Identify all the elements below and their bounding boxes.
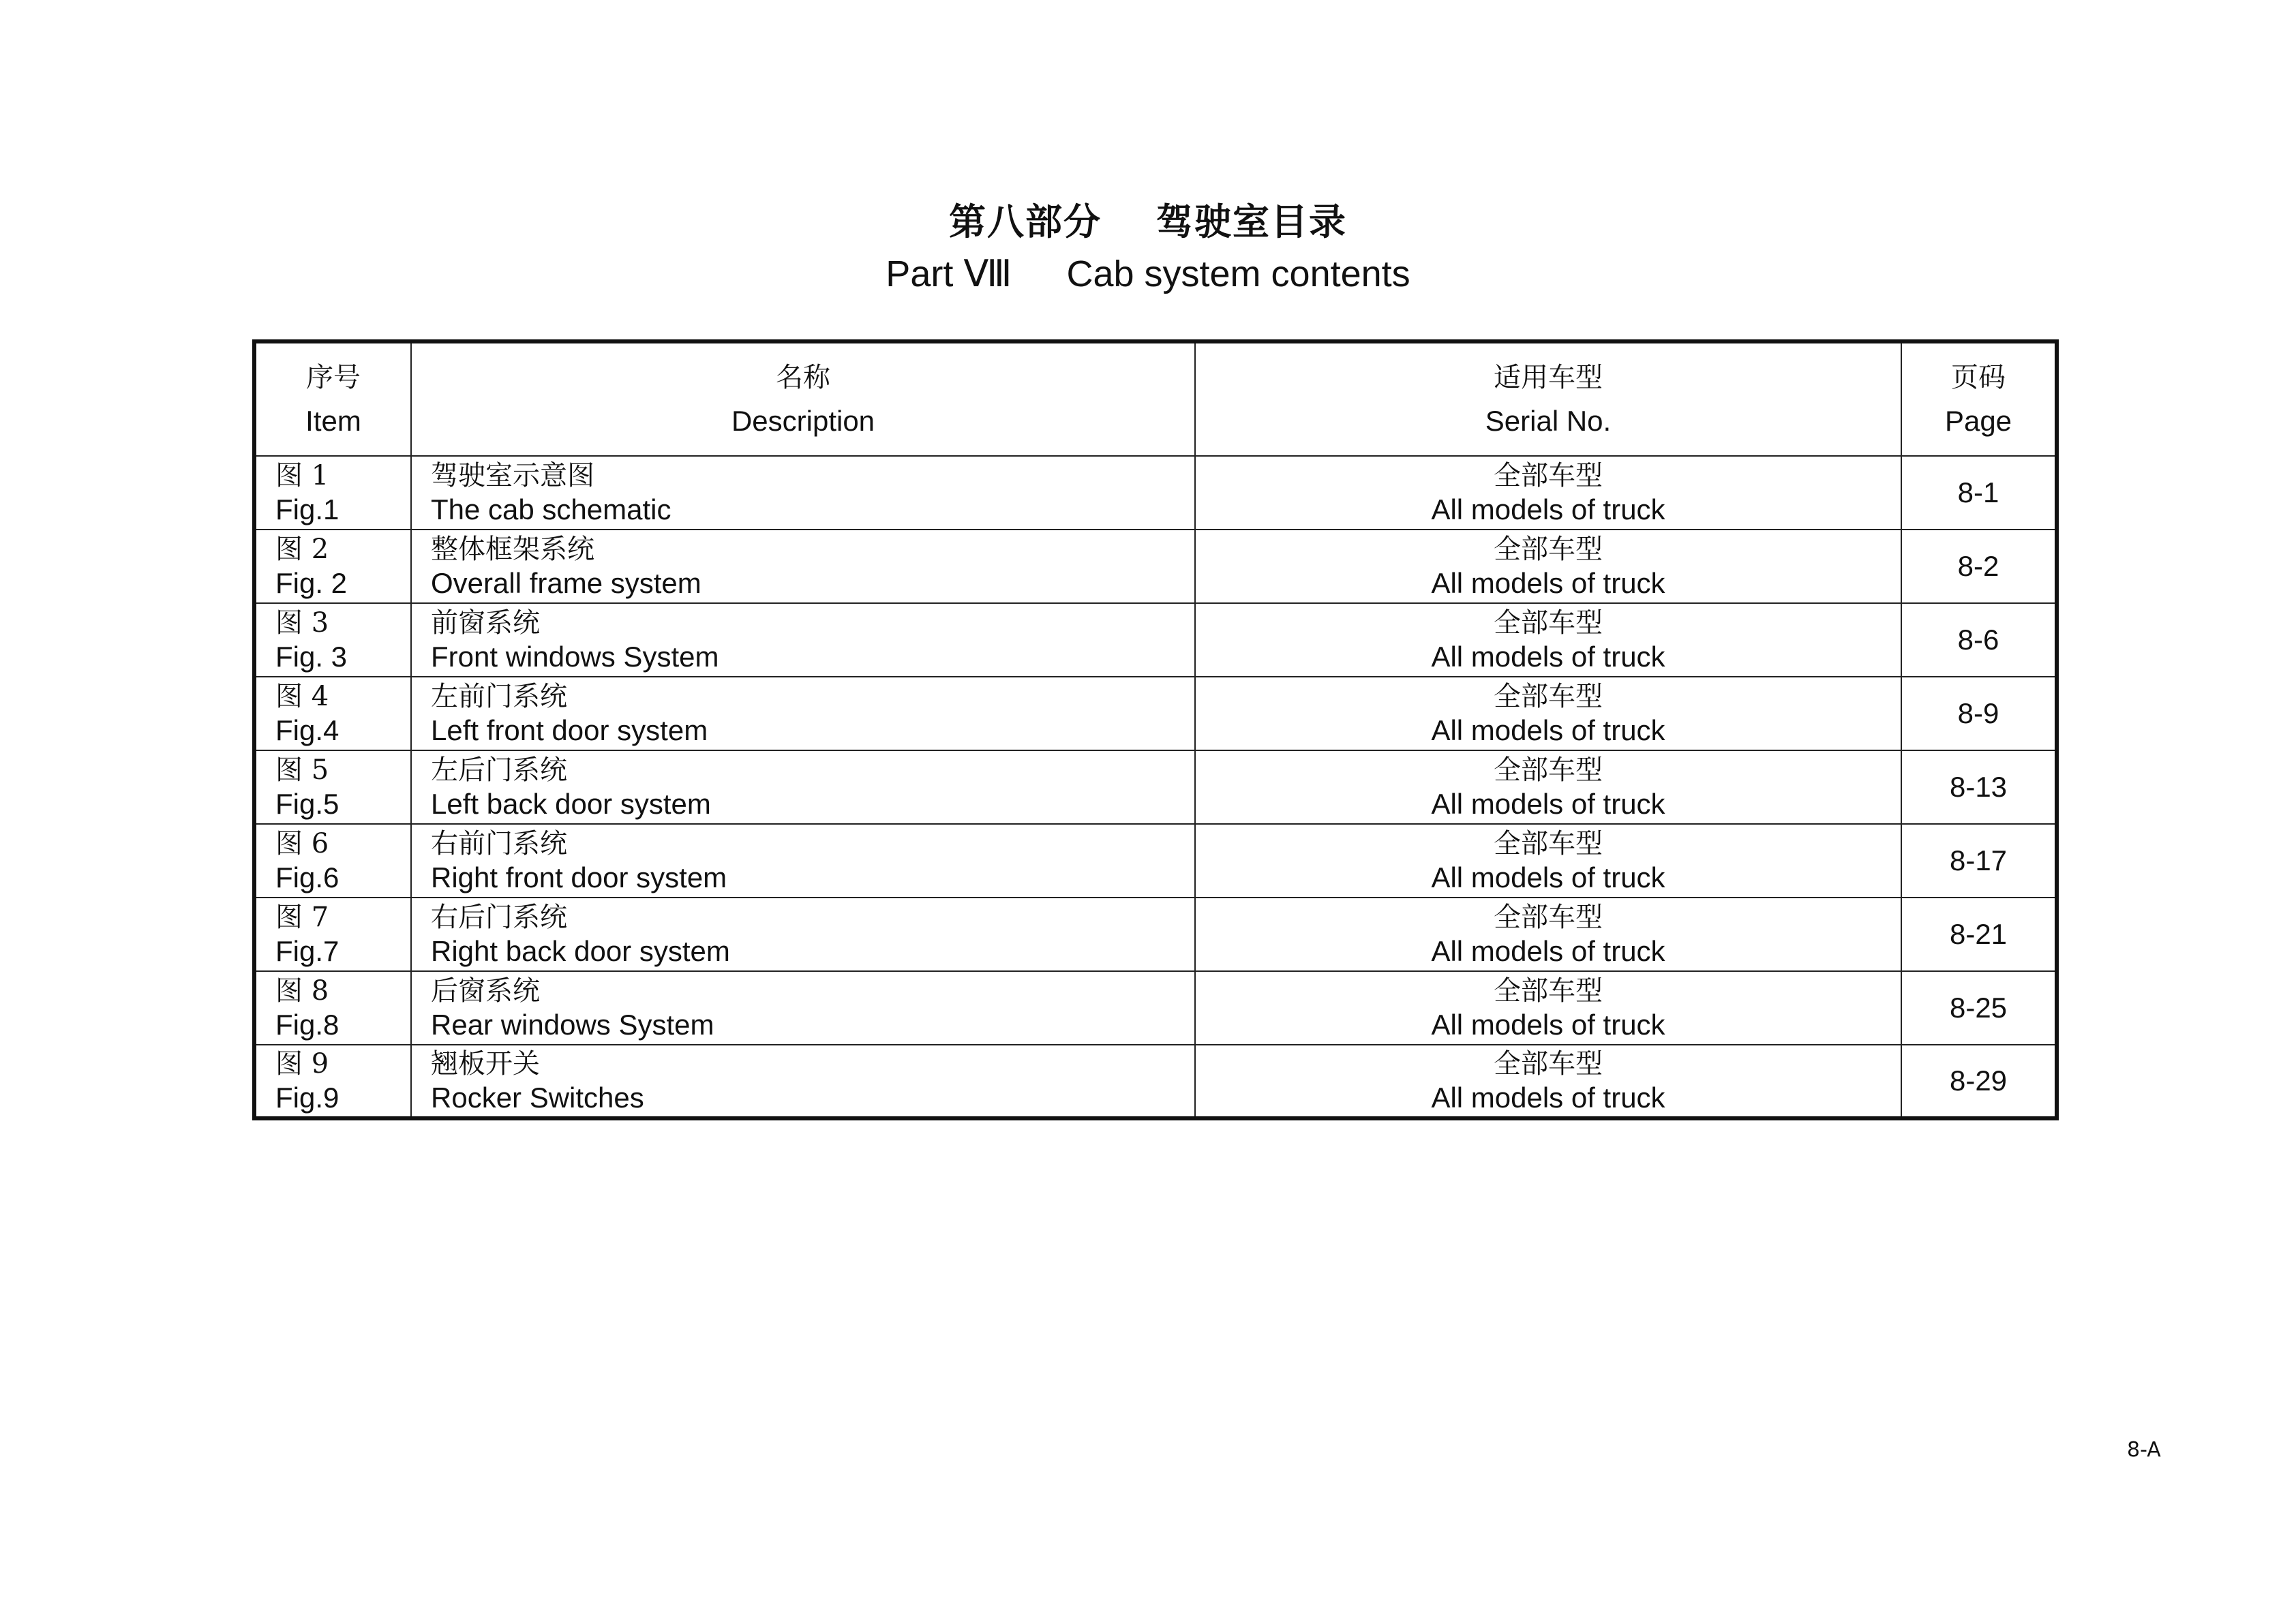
desc-en: Overall frame system (431, 567, 701, 599)
header-page-cn: 页码 (1951, 362, 2006, 393)
desc-en: Rear windows System (431, 1009, 714, 1041)
item-en: Fig.4 (275, 714, 339, 746)
title-chinese (0, 196, 2296, 248)
serial-cell (1195, 750, 1901, 824)
page-cell: 8-17 (1901, 824, 2057, 898)
serial-cell (1195, 530, 1901, 603)
header-item-cn: 序号 (306, 362, 361, 393)
page-cell: 8-13 (1901, 750, 2057, 824)
description-cell (411, 677, 1195, 750)
title-en-name: Cab system contents (1066, 254, 1410, 294)
serial-cn: 全部车型 (1494, 975, 1603, 1007)
title-cn-name: 驾驶室目录 (1156, 200, 1347, 243)
header-serial (1195, 341, 1901, 456)
description-cell (411, 603, 1195, 677)
table-row (254, 824, 2057, 898)
header-page-en: Page (1944, 405, 2012, 437)
page-cell: 8-25 (1901, 971, 2057, 1045)
item-cn: 图 7 (275, 902, 329, 933)
desc-en: Front windows System (431, 641, 719, 673)
item-en: Fig.6 (275, 861, 339, 893)
item-cell (254, 750, 411, 824)
page-cell: 8-2 (1901, 530, 2057, 603)
desc-en: Right front door system (431, 861, 727, 893)
header-item (254, 341, 411, 456)
item-cn: 图 1 (275, 460, 329, 491)
item-cell (254, 603, 411, 677)
description-cell (411, 456, 1195, 530)
description-cell (411, 750, 1195, 824)
desc-en: Left front door system (431, 714, 708, 746)
table-row (254, 456, 2057, 530)
serial-cn: 全部车型 (1494, 460, 1603, 491)
contents-table (252, 339, 2059, 1120)
page-cell: 8-9 (1901, 677, 2057, 750)
page-title-block (0, 196, 2296, 300)
serial-cell (1195, 456, 1901, 530)
desc-cn: 左后门系统 (431, 754, 567, 786)
item-cn: 图 6 (275, 828, 329, 859)
table-row (254, 971, 2057, 1045)
header-item-en: Item (305, 405, 361, 437)
header-description (411, 341, 1195, 456)
serial-cn: 全部车型 (1494, 902, 1603, 933)
desc-cn: 左前门系统 (431, 681, 567, 712)
item-cell (254, 898, 411, 971)
serial-cn: 全部车型 (1494, 754, 1603, 786)
item-cell (254, 1045, 411, 1118)
item-cn: 图 8 (275, 975, 329, 1007)
serial-cn: 全部车型 (1494, 828, 1603, 859)
serial-cell (1195, 1045, 1901, 1118)
item-cn: 图 4 (275, 681, 329, 712)
item-en: Fig.1 (275, 493, 339, 525)
table-row (254, 1045, 2057, 1118)
footer-page-number: 8-A (2127, 1438, 2161, 1462)
description-cell (411, 1045, 1195, 1118)
item-en: Fig.7 (275, 935, 339, 967)
serial-cn: 全部车型 (1494, 534, 1603, 565)
serial-cn: 全部车型 (1494, 1048, 1603, 1080)
serial-en: All models of truck (1431, 935, 1665, 967)
description-cell (411, 971, 1195, 1045)
title-english (0, 248, 2296, 300)
page-cell: 8-21 (1901, 898, 2057, 971)
item-cell (254, 530, 411, 603)
table-header-row (254, 341, 2057, 456)
serial-cn: 全部车型 (1494, 607, 1603, 639)
serial-en: All models of truck (1431, 1082, 1665, 1114)
page-cell: 8-1 (1901, 456, 2057, 530)
serial-cell (1195, 677, 1901, 750)
serial-en: All models of truck (1431, 714, 1665, 746)
item-cn: 图 9 (275, 1048, 329, 1080)
item-cell (254, 824, 411, 898)
desc-cn: 后窗系统 (431, 975, 540, 1007)
desc-en: Right back door system (431, 935, 730, 967)
serial-cell (1195, 898, 1901, 971)
item-en: Fig.9 (275, 1082, 339, 1114)
header-page (1901, 341, 2057, 456)
table-row (254, 898, 2057, 971)
item-en: Fig.5 (275, 788, 339, 820)
description-cell (411, 824, 1195, 898)
item-cn: 图 5 (275, 754, 329, 786)
table-row (254, 603, 2057, 677)
serial-cell (1195, 971, 1901, 1045)
header-desc-cn: 名称 (776, 362, 830, 393)
serial-cell (1195, 603, 1901, 677)
desc-cn: 整体框架系统 (431, 534, 594, 565)
desc-cn: 驾驶室示意图 (431, 460, 594, 491)
item-cn: 图 3 (275, 607, 329, 639)
desc-en: The cab schematic (431, 493, 671, 525)
table-row (254, 530, 2057, 603)
table-row (254, 750, 2057, 824)
item-en: Fig. 3 (275, 641, 348, 673)
header-serial-en: Serial No. (1485, 405, 1612, 437)
item-cell (254, 971, 411, 1045)
desc-cn: 翘板开关 (431, 1048, 540, 1080)
description-cell (411, 898, 1195, 971)
page-cell: 8-6 (1901, 603, 2057, 677)
serial-cell (1195, 824, 1901, 898)
header-desc-en: Description (731, 405, 875, 437)
table-row (254, 677, 2057, 750)
serial-en: All models of truck (1431, 788, 1665, 820)
serial-cn: 全部车型 (1494, 681, 1603, 712)
desc-cn: 右后门系统 (431, 902, 567, 933)
title-cn-part: 第八部分 (949, 200, 1102, 243)
serial-en: All models of truck (1431, 641, 1665, 673)
desc-en: Left back door system (431, 788, 711, 820)
serial-en: All models of truck (1431, 1009, 1665, 1041)
desc-cn: 前窗系统 (431, 607, 540, 639)
item-cell (254, 456, 411, 530)
desc-cn: 右前门系统 (431, 828, 567, 859)
serial-en: All models of truck (1431, 567, 1665, 599)
serial-en: All models of truck (1431, 861, 1665, 893)
page-cell: 8-29 (1901, 1045, 2057, 1118)
desc-en: Rocker Switches (431, 1082, 644, 1114)
header-serial-cn: 适用车型 (1494, 362, 1603, 393)
item-en: Fig. 2 (275, 567, 348, 599)
title-en-part: Part Ⅷ (886, 254, 1012, 294)
description-cell (411, 530, 1195, 603)
item-cn: 图 2 (275, 534, 329, 565)
item-cell (254, 677, 411, 750)
serial-en: All models of truck (1431, 493, 1665, 525)
item-en: Fig.8 (275, 1009, 339, 1041)
